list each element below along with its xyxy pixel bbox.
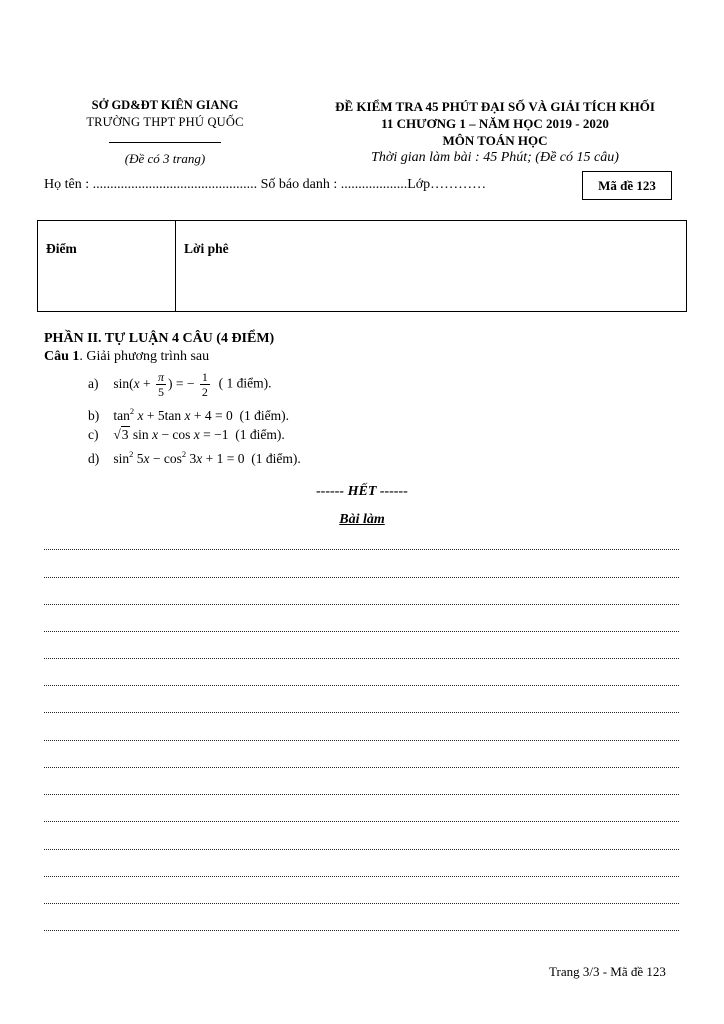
answer-line[interactable] (44, 577, 679, 578)
answer-line[interactable] (44, 712, 679, 713)
exercise-d (88, 449, 301, 467)
exercise-b (88, 406, 289, 424)
answer-line[interactable] (44, 794, 679, 795)
answer-line[interactable] (44, 631, 679, 632)
equation-b: $\tan^2 x + 5\tan$ x + 4 = 0 (113, 406, 233, 423)
page-footer: Trang 3/3 - Mã đề 123 (549, 964, 666, 979)
header-rule (109, 142, 221, 143)
score-label: Điểm (46, 241, 77, 256)
answer-line[interactable] (44, 658, 679, 659)
answer-title: Bài làm (339, 512, 385, 527)
answer-line[interactable] (44, 930, 679, 931)
answer-line[interactable] (44, 685, 679, 686)
score-comment-box (37, 220, 687, 312)
answer-line[interactable] (44, 849, 679, 850)
end-marker: ------ HẾT ------ (316, 484, 408, 499)
exam-title-line1: ĐỀ KIỂM TRA 45 PHÚT ĐẠI SỐ VÀ GIẢI TÍCH KHỐI (335, 99, 655, 114)
answer-line[interactable] (44, 549, 679, 550)
question-label: Câu 1 (44, 349, 80, 364)
answer-line[interactable] (44, 903, 679, 904)
exercise-points: ( 1 điểm). (218, 375, 272, 391)
section-title: PHẦN II. TỰ LUẬN 4 CÂU (4 ĐIỂM) (44, 331, 275, 346)
exam-code-box: Mã đề 123 (582, 171, 672, 200)
exercise-points: (1 điểm). (239, 408, 289, 423)
exam-title-line2: 11 CHƯƠNG 1 – NĂM HỌC 2019 - 2020 (381, 116, 609, 131)
question-text: . Giải phương trình sau (79, 349, 210, 364)
subject-title: MÔN TOÁN HỌC (442, 133, 548, 148)
department-name: SỞ GD&ĐT KIÊN GIANG (91, 98, 239, 112)
comment-label: Lời phê (184, 241, 229, 256)
equation-c: √3 sin x − cos x = −1 (113, 427, 229, 442)
answer-line[interactable] (44, 740, 679, 741)
equation-d: $\sin^2 5x - \cos^2 3x + 1 = 0$ (113, 449, 245, 466)
exercise-c (88, 427, 285, 443)
student-info-line: Họ tên : ............................................... Số báo danh : ...................Lớp………… (44, 177, 487, 192)
exercise-points: (1 điểm). (251, 451, 301, 466)
answer-line[interactable] (44, 876, 679, 877)
equation-a: sin(x + $\frac{\pi}{5}$ ) = − $\frac{1}{2}$ (113, 370, 208, 399)
school-name: TRƯỜNG THPT PHÚ QUỐC (86, 115, 244, 129)
score-box-divider (175, 221, 176, 311)
time-note: Thời gian làm bài : 45 Phút; (Đề có 15 câu) (371, 150, 619, 165)
answer-line[interactable] (44, 767, 679, 768)
answer-line[interactable] (44, 604, 679, 605)
exercise-label: a) (88, 375, 99, 391)
exercise-label: b) (88, 408, 100, 423)
exercise-label: c) (88, 427, 99, 442)
question-heading (44, 349, 209, 365)
exam-header (300, 98, 690, 167)
pages-note: (Đề có 3 trang) (124, 151, 206, 166)
exercise-label: d) (88, 451, 100, 466)
answer-line[interactable] (44, 821, 679, 822)
exercise-a (88, 370, 272, 399)
exercise-points: (1 điểm). (235, 427, 285, 442)
school-header (60, 98, 270, 167)
